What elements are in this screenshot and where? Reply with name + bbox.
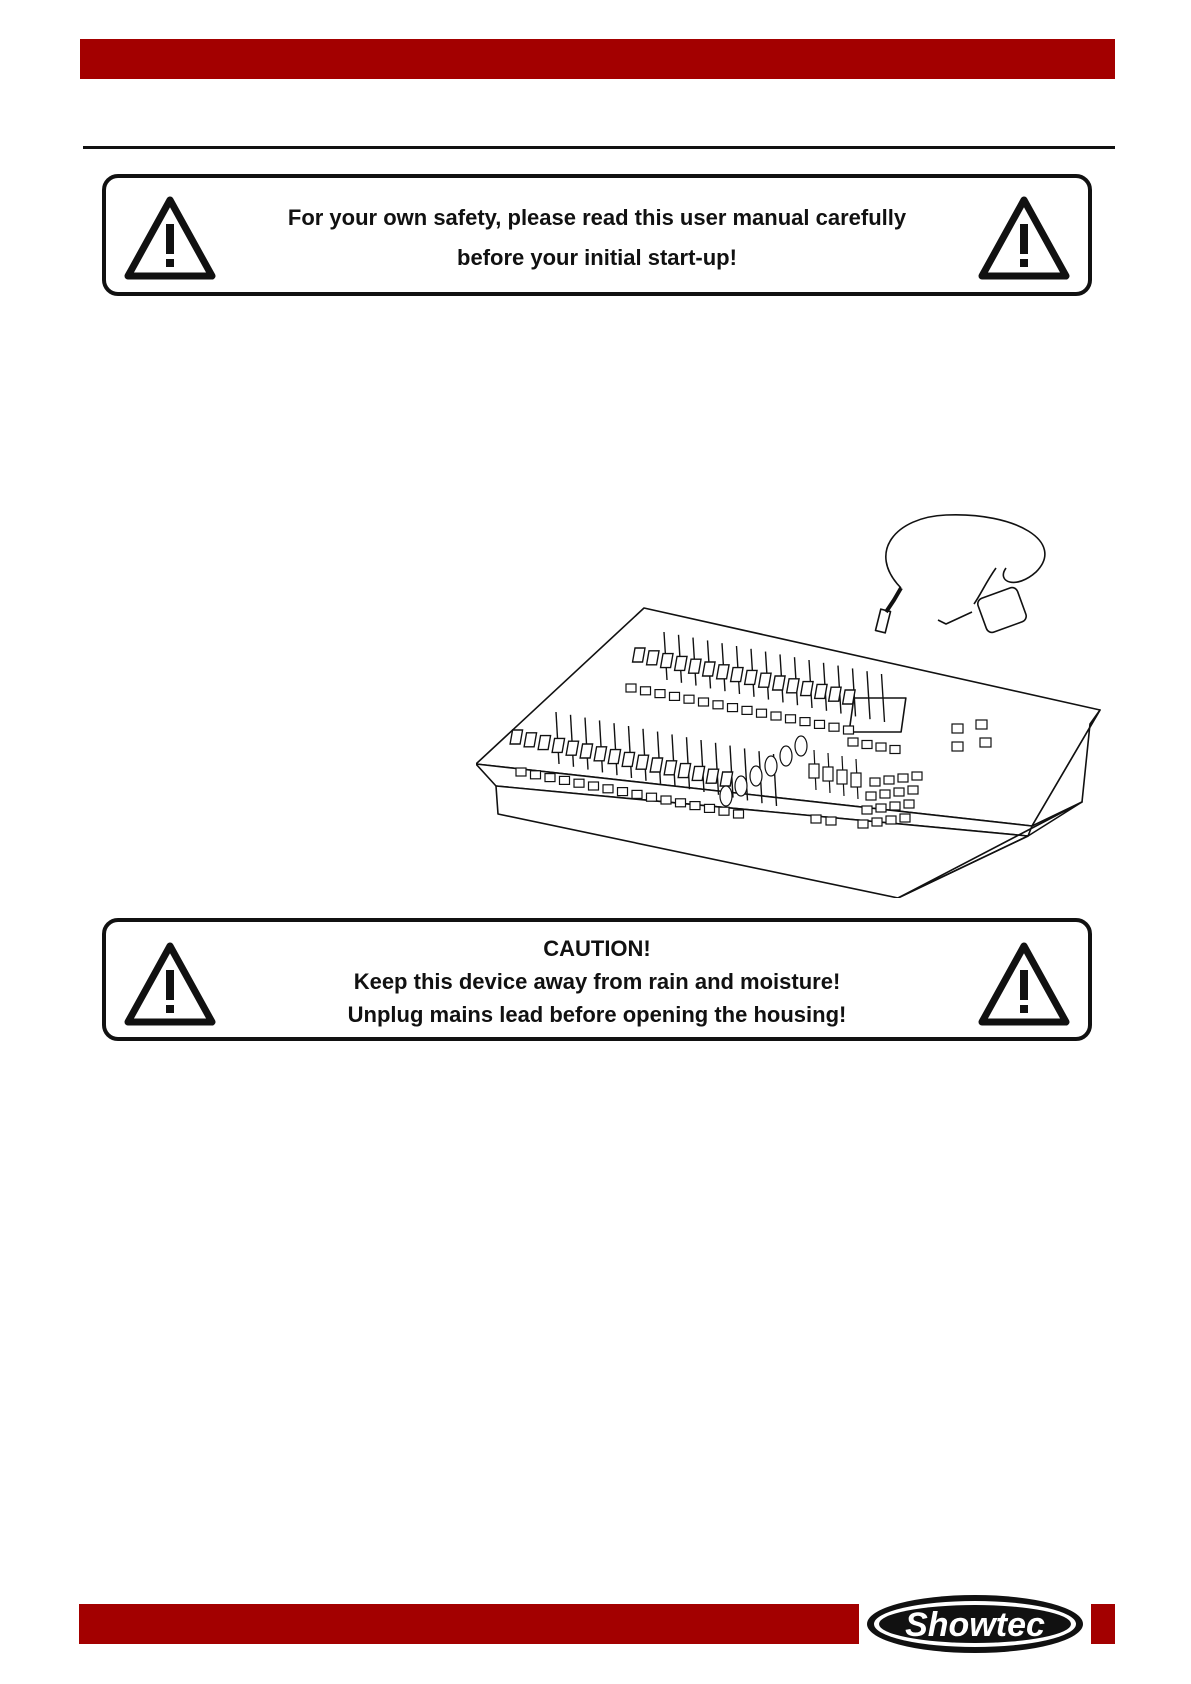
fader-knob: [647, 651, 659, 665]
rotary-knob: [795, 736, 807, 756]
keypad-button: [884, 776, 894, 784]
header-bar: [80, 39, 1115, 79]
showtec-logo: [864, 1592, 1086, 1656]
function-button: [976, 720, 987, 729]
channel-button: [713, 701, 723, 709]
channel-button: [589, 782, 599, 790]
fader-knob: [717, 665, 729, 679]
fader-knob: [703, 662, 715, 676]
fader-knob: [689, 659, 701, 673]
keypad-button: [898, 774, 908, 782]
channel-button: [699, 698, 709, 706]
channel-button: [632, 790, 642, 798]
footer-bar-end: [1091, 1604, 1115, 1644]
channel-button: [661, 796, 671, 804]
function-button: [811, 815, 821, 823]
function-button: [952, 742, 963, 751]
fader-knob: [809, 764, 819, 778]
fader-knob: [650, 758, 662, 772]
function-button: [980, 738, 991, 747]
keypad-button: [894, 788, 904, 796]
keypad-button: [862, 806, 872, 814]
caution-notice-text: [236, 932, 958, 1031]
fader-knob: [552, 738, 564, 752]
fader-knob: [692, 766, 704, 780]
keypad-button: [866, 792, 876, 800]
keypad-button: [858, 820, 868, 828]
channel-button: [574, 779, 584, 787]
caution-heading: CAUTION!: [543, 936, 651, 961]
channel-button: [531, 771, 541, 779]
keypad-button: [890, 802, 900, 810]
channel-button: [742, 706, 752, 714]
rotary-knob: [735, 776, 747, 796]
channel-button: [800, 718, 810, 726]
rotary-knob: [765, 756, 777, 776]
safety-notice-text: [236, 198, 958, 278]
fader-knob: [510, 730, 522, 744]
caution-line2: Unplug mains lead before opening the housing!: [347, 1002, 847, 1027]
fader-knob: [801, 682, 813, 696]
fader-knob: [566, 741, 578, 755]
fader-knob: [622, 752, 634, 766]
channel-button: [545, 774, 555, 782]
fader-knob: [706, 769, 718, 783]
channel-button: [670, 692, 680, 700]
channel-button: [684, 695, 694, 703]
fader-knob: [664, 761, 676, 775]
fader-knob: [720, 772, 732, 786]
keypad-button: [876, 804, 886, 812]
function-button: [890, 746, 900, 754]
channel-button: [641, 687, 651, 695]
channel-button: [786, 715, 796, 723]
lighting-controller-illustration: [476, 512, 1108, 898]
channel-button: [734, 810, 744, 818]
fader-knob: [661, 654, 673, 668]
channel-button: [771, 712, 781, 720]
fader-knob: [633, 648, 645, 662]
safety-notice-line1: For your own safety, please read this user manual carefully: [287, 205, 907, 230]
channel-button: [705, 804, 715, 812]
warning-triangle-icon: [976, 940, 1072, 1028]
warning-triangle-icon: [122, 194, 218, 282]
warning-triangle-icon: [122, 940, 218, 1028]
fader-knob: [759, 673, 771, 687]
channel-button: [757, 709, 767, 717]
channel-button: [603, 785, 613, 793]
channel-button: [719, 807, 729, 815]
keypad-button: [900, 814, 910, 822]
fader-knob: [594, 747, 606, 761]
caution-line1: Keep this device away from rain and moisture!: [353, 969, 841, 994]
channel-button: [844, 726, 854, 734]
fader-knob: [851, 773, 861, 787]
function-button: [876, 743, 886, 751]
fader-knob: [675, 656, 687, 670]
fader-knob: [745, 670, 757, 684]
fader-knob: [538, 736, 550, 750]
keypad-button: [912, 772, 922, 780]
keypad-button: [908, 786, 918, 794]
keypad-button: [872, 818, 882, 826]
fader-knob: [678, 764, 690, 778]
function-button: [826, 817, 836, 825]
safety-notice-line2: before your initial start-up!: [457, 245, 737, 270]
rotary-knob: [780, 746, 792, 766]
channel-button: [647, 793, 657, 801]
rotary-knob: [750, 766, 762, 786]
fader-knob: [843, 690, 855, 704]
channel-button: [618, 788, 628, 796]
safety-notice-box: [102, 174, 1092, 296]
rotary-knob: [720, 786, 732, 806]
keypad-button: [904, 800, 914, 808]
fader-knob: [787, 679, 799, 693]
footer-bar: [79, 1604, 859, 1644]
channel-button: [829, 723, 839, 731]
keypad-button: [880, 790, 890, 798]
keypad-button: [886, 816, 896, 824]
channel-button: [560, 776, 570, 784]
function-button: [848, 738, 858, 746]
fader-knob: [580, 744, 592, 758]
function-button: [952, 724, 963, 733]
fader-knob: [608, 750, 620, 764]
warning-triangle-icon: [976, 194, 1072, 282]
fader-knob: [829, 687, 841, 701]
keypad-button: [870, 778, 880, 786]
fader-knob: [815, 684, 827, 698]
fader-knob: [837, 770, 847, 784]
channel-button: [516, 768, 526, 776]
fader-knob: [636, 755, 648, 769]
channel-button: [676, 799, 686, 807]
caution-notice-box: [102, 918, 1092, 1041]
fader-knob: [823, 767, 833, 781]
logo-text: Showtec: [905, 1606, 1045, 1644]
channel-button: [655, 690, 665, 698]
channel-button: [728, 704, 738, 712]
fader-knob: [731, 668, 743, 682]
fader-knob: [773, 676, 785, 690]
header-rule: [83, 146, 1115, 149]
channel-button: [626, 684, 636, 692]
channel-button: [690, 802, 700, 810]
function-button: [862, 741, 872, 749]
fader-knob: [524, 733, 536, 747]
channel-button: [815, 720, 825, 728]
